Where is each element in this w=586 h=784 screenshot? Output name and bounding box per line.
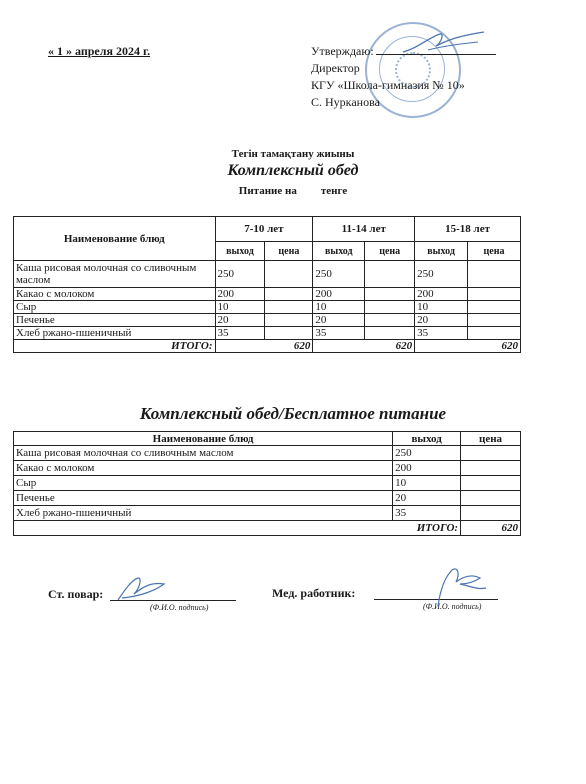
dish-name: Какао с молоком <box>14 288 216 301</box>
dish-name: Сыр <box>14 476 393 491</box>
menu-table-age-groups <box>13 216 521 353</box>
total-value-11-14: 620 <box>313 340 415 353</box>
output-cell: 200 <box>215 288 265 301</box>
total-label: ИТОГО: <box>14 521 461 536</box>
output-cell: 250 <box>393 446 461 461</box>
dish-name: Каша рисовая молочная со сливочным маслом <box>14 261 216 288</box>
menu-table-free-meal <box>13 431 521 536</box>
table-row <box>14 461 521 476</box>
column-header-output: выход <box>313 242 365 261</box>
medic-signature-caption: (Ф.И.О. подпись) <box>423 602 482 611</box>
approve-label: Утверждаю: <box>311 44 374 58</box>
total-value-15-18: 620 <box>415 340 521 353</box>
output-cell: 20 <box>415 314 468 327</box>
cook-signature-caption: (Ф.И.О. подпись) <box>150 603 209 612</box>
subtitle-left: Питание на <box>238 185 297 197</box>
table-header-row <box>14 432 521 446</box>
dish-name: Печенье <box>14 491 393 506</box>
output-cell: 20 <box>215 314 265 327</box>
column-header-price: цена <box>365 242 415 261</box>
column-header-price: цена <box>461 432 521 446</box>
table-row <box>14 476 521 491</box>
output-cell: 10 <box>393 476 461 491</box>
price-cell <box>461 491 521 506</box>
column-header-price: цена <box>265 242 313 261</box>
price-cell <box>265 288 313 301</box>
price-cell <box>365 288 415 301</box>
price-cell <box>468 314 521 327</box>
subtitle <box>0 185 586 197</box>
price-cell <box>365 314 415 327</box>
output-cell: 35 <box>415 327 468 340</box>
dish-name: Печенье <box>14 314 216 327</box>
price-cell <box>265 314 313 327</box>
director-name: С. Нурканова <box>311 95 380 109</box>
director-signature <box>398 28 488 58</box>
output-cell: 200 <box>393 461 461 476</box>
price-cell <box>468 301 521 314</box>
output-cell: 35 <box>215 327 265 340</box>
total-row <box>14 521 521 536</box>
output-cell: 200 <box>313 288 365 301</box>
column-header-output: выход <box>415 242 468 261</box>
medic-signature <box>430 562 490 610</box>
total-value-7-10: 620 <box>215 340 313 353</box>
column-header-name: Наименование блюд <box>14 217 216 261</box>
output-cell: 10 <box>215 301 265 314</box>
price-cell <box>461 446 521 461</box>
output-cell: 20 <box>393 491 461 506</box>
column-group-7-10: 7-10 лет <box>215 217 313 242</box>
column-group-15-18: 15-18 лет <box>415 217 521 242</box>
approver-position: Директор <box>311 61 360 75</box>
table-row <box>14 327 521 340</box>
title-kazakh: Тегін тамақтану жиыны <box>231 148 355 160</box>
column-group-11-14: 11-14 лет <box>313 217 415 242</box>
price-cell <box>468 327 521 340</box>
dish-name: Какао с молоком <box>14 461 393 476</box>
output-cell: 250 <box>415 261 468 288</box>
column-header-output: выход <box>215 242 265 261</box>
output-cell: 200 <box>415 288 468 301</box>
page-title: Комплексный обед <box>227 162 359 179</box>
school-name: КГУ «Школа-гимназия № 10» <box>311 78 465 92</box>
dish-name: Каша рисовая молочная со сливочным маслом <box>14 446 393 461</box>
dish-name: Сыр <box>14 301 216 314</box>
price-cell <box>461 476 521 491</box>
price-cell <box>365 327 415 340</box>
price-cell <box>265 261 313 288</box>
price-cell <box>265 327 313 340</box>
table-header-row <box>14 217 521 242</box>
column-header-output: выход <box>393 432 461 446</box>
column-header-price: цена <box>468 242 521 261</box>
total-label: ИТОГО: <box>14 340 216 353</box>
price-cell <box>265 301 313 314</box>
output-cell: 10 <box>313 301 365 314</box>
price-cell <box>468 288 521 301</box>
subtitle-right: тенге <box>320 185 348 197</box>
output-cell: 20 <box>313 314 365 327</box>
table-row <box>14 288 521 301</box>
medic-label: Мед. работник: <box>272 586 356 600</box>
output-cell: 250 <box>215 261 265 288</box>
dish-name: Хлеб ржано-пшеничный <box>14 506 393 521</box>
output-cell: 10 <box>415 301 468 314</box>
column-header-name: Наименование блюд <box>14 432 393 446</box>
output-cell: 35 <box>313 327 365 340</box>
table-row <box>14 446 521 461</box>
table-row <box>14 301 521 314</box>
total-row <box>14 340 521 353</box>
price-cell <box>365 261 415 288</box>
price-cell <box>468 261 521 288</box>
table-row <box>14 314 521 327</box>
section-title-free-meal: Комплексный обед/Бесплатное питание <box>139 404 447 423</box>
price-cell <box>461 461 521 476</box>
total-value: 620 <box>461 521 521 536</box>
cook-label: Ст. повар: <box>48 587 104 601</box>
cook-signature <box>112 574 172 606</box>
document-date: « 1 » апреля 2024 г. <box>48 44 151 58</box>
price-cell <box>461 506 521 521</box>
table-row <box>14 506 521 521</box>
output-cell: 35 <box>393 506 461 521</box>
dish-name: Хлеб ржано-пшеничный <box>14 327 216 340</box>
output-cell: 250 <box>313 261 365 288</box>
table-row <box>14 261 521 288</box>
table-row <box>14 491 521 506</box>
price-cell <box>365 301 415 314</box>
